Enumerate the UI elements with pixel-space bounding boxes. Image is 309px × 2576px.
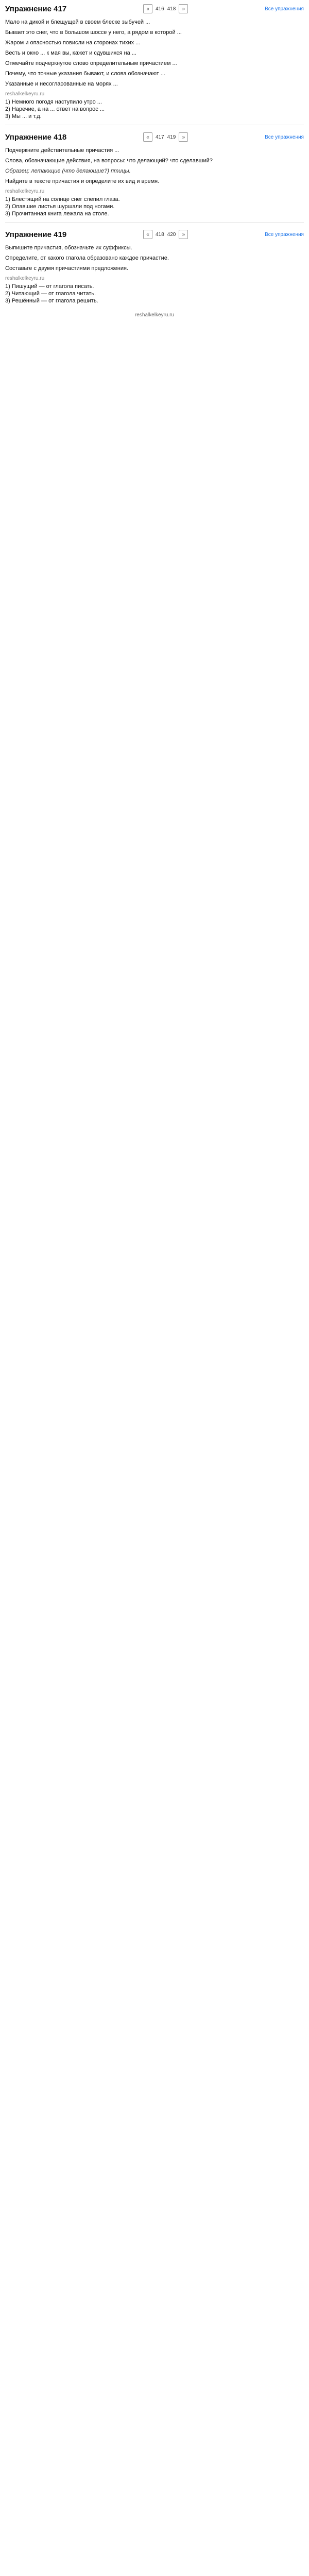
watermark-1: reshalkelkeyru.ru	[5, 91, 45, 97]
section-1-line-2: Бывает это снег, что в большом шоссе у него, а рядом в которой ...	[5, 29, 182, 36]
exercise-nav-3	[143, 230, 188, 239]
section-2-line-4: Найдите в тексте причастия и определите их вид и время.	[5, 178, 160, 184]
exercise-title-2: Упражнение 418	[5, 132, 67, 142]
next-exercise-number[interactable]: 418	[167, 6, 176, 12]
watermark-2: reshalkelkeyru.ru	[5, 189, 45, 194]
section-2-example-1: 1) Блестящий на солнце снег слепил глаза.	[5, 196, 120, 202]
prev-exercise-number[interactable]: 417	[155, 134, 164, 140]
section-3-examples	[5, 283, 304, 304]
section-1-line-4: Весть и окно ... к мая вы, кажет и сдувшихся на ...	[5, 50, 136, 56]
all-answers-link-2[interactable]: Все упражнения	[265, 134, 304, 140]
prev-exercise-number[interactable]: 416	[155, 6, 164, 12]
section-3-line-2: Определите, от какого глагола образовано каждое причастие.	[5, 255, 169, 261]
prev-exercise-arrow-icon[interactable]: «	[143, 230, 152, 239]
exercise-section-2	[5, 132, 304, 223]
section-3-line-3: Составьте с двумя причастиями предложения.	[5, 265, 129, 272]
section-2-example-3: 3) Прочитанная книга лежала на столе.	[5, 211, 109, 217]
section-1-examples	[5, 99, 304, 120]
section-1-line-1: Мало на дикой и блещущей в своем блеске зыбучей ...	[5, 19, 150, 25]
section-1-example-1: 1) Немного погодя наступило утро ...	[5, 99, 102, 105]
section-2-examples	[5, 196, 304, 217]
section-1-line-5: Отмечайте подчеркнутое слово определительным причастием ...	[5, 60, 177, 66]
section-1-example-2: 2) Наречие, а на ... ответ на вопрос ...	[5, 106, 105, 112]
exercise-header-3	[5, 230, 304, 239]
exercise-section-3	[5, 230, 304, 304]
exercise-nav-1	[143, 4, 188, 13]
watermark-3: reshalkelkeyru.ru	[5, 276, 45, 281]
exercise-nav-2	[143, 132, 188, 142]
exercise-header-1	[5, 4, 304, 13]
footer-text: reshalkelkeyru.ru	[134, 312, 175, 318]
exercise-title-1: Упражнение 417	[5, 4, 67, 13]
next-exercise-arrow-icon[interactable]: »	[179, 132, 188, 142]
section-3-example-1: 1) Пишущий — от глагола писать.	[5, 283, 94, 290]
section-2-example-2: 2) Опавшие листья шуршали под ногами.	[5, 204, 115, 210]
section-2-line-1: Подчеркните действительные причастия ...	[5, 147, 119, 154]
next-exercise-arrow-icon[interactable]: »	[179, 230, 188, 239]
footer	[5, 312, 304, 318]
exercise-title-3: Упражнение 419	[5, 230, 67, 239]
section-3-line-1: Выпишите причастия, обозначьте их суффиксы.	[5, 245, 132, 251]
next-exercise-arrow-icon[interactable]: »	[179, 4, 188, 13]
page	[0, 0, 309, 321]
divider-2	[5, 222, 304, 223]
prev-exercise-arrow-icon[interactable]: «	[143, 4, 152, 13]
next-exercise-number[interactable]: 420	[167, 231, 176, 238]
section-1-example-3: 3) Мы ... и т.д.	[5, 113, 42, 120]
all-answers-link-3[interactable]: Все упражнения	[265, 231, 304, 238]
section-3-example-2: 2) Читающий — от глагола читать.	[5, 291, 96, 297]
section-1-line-3: Жаром и опасностью повисли на сторонах тихих ...	[5, 40, 141, 46]
section-1-line-7: Указанные и несогласованные на морях ...	[5, 81, 118, 87]
prev-exercise-arrow-icon[interactable]: «	[143, 132, 152, 142]
section-2-line-2: Слова, обозначающие действия, на вопросы: что делающий? что сделавший?	[5, 158, 213, 164]
section-2-line-3: Образец: летающие (что делающие?) птицы.	[5, 168, 131, 174]
all-answers-link-1[interactable]: Все упражнения	[265, 6, 304, 12]
section-3-example-3: 3) Решённый — от глагола решить.	[5, 298, 98, 304]
prev-exercise-number[interactable]: 418	[155, 231, 164, 238]
next-exercise-number[interactable]: 419	[167, 134, 176, 140]
section-1-line-6: Почему, что точные указания бывают, и слова обозначают ...	[5, 71, 166, 77]
exercise-header-2	[5, 132, 304, 142]
exercise-section-1	[5, 4, 304, 125]
